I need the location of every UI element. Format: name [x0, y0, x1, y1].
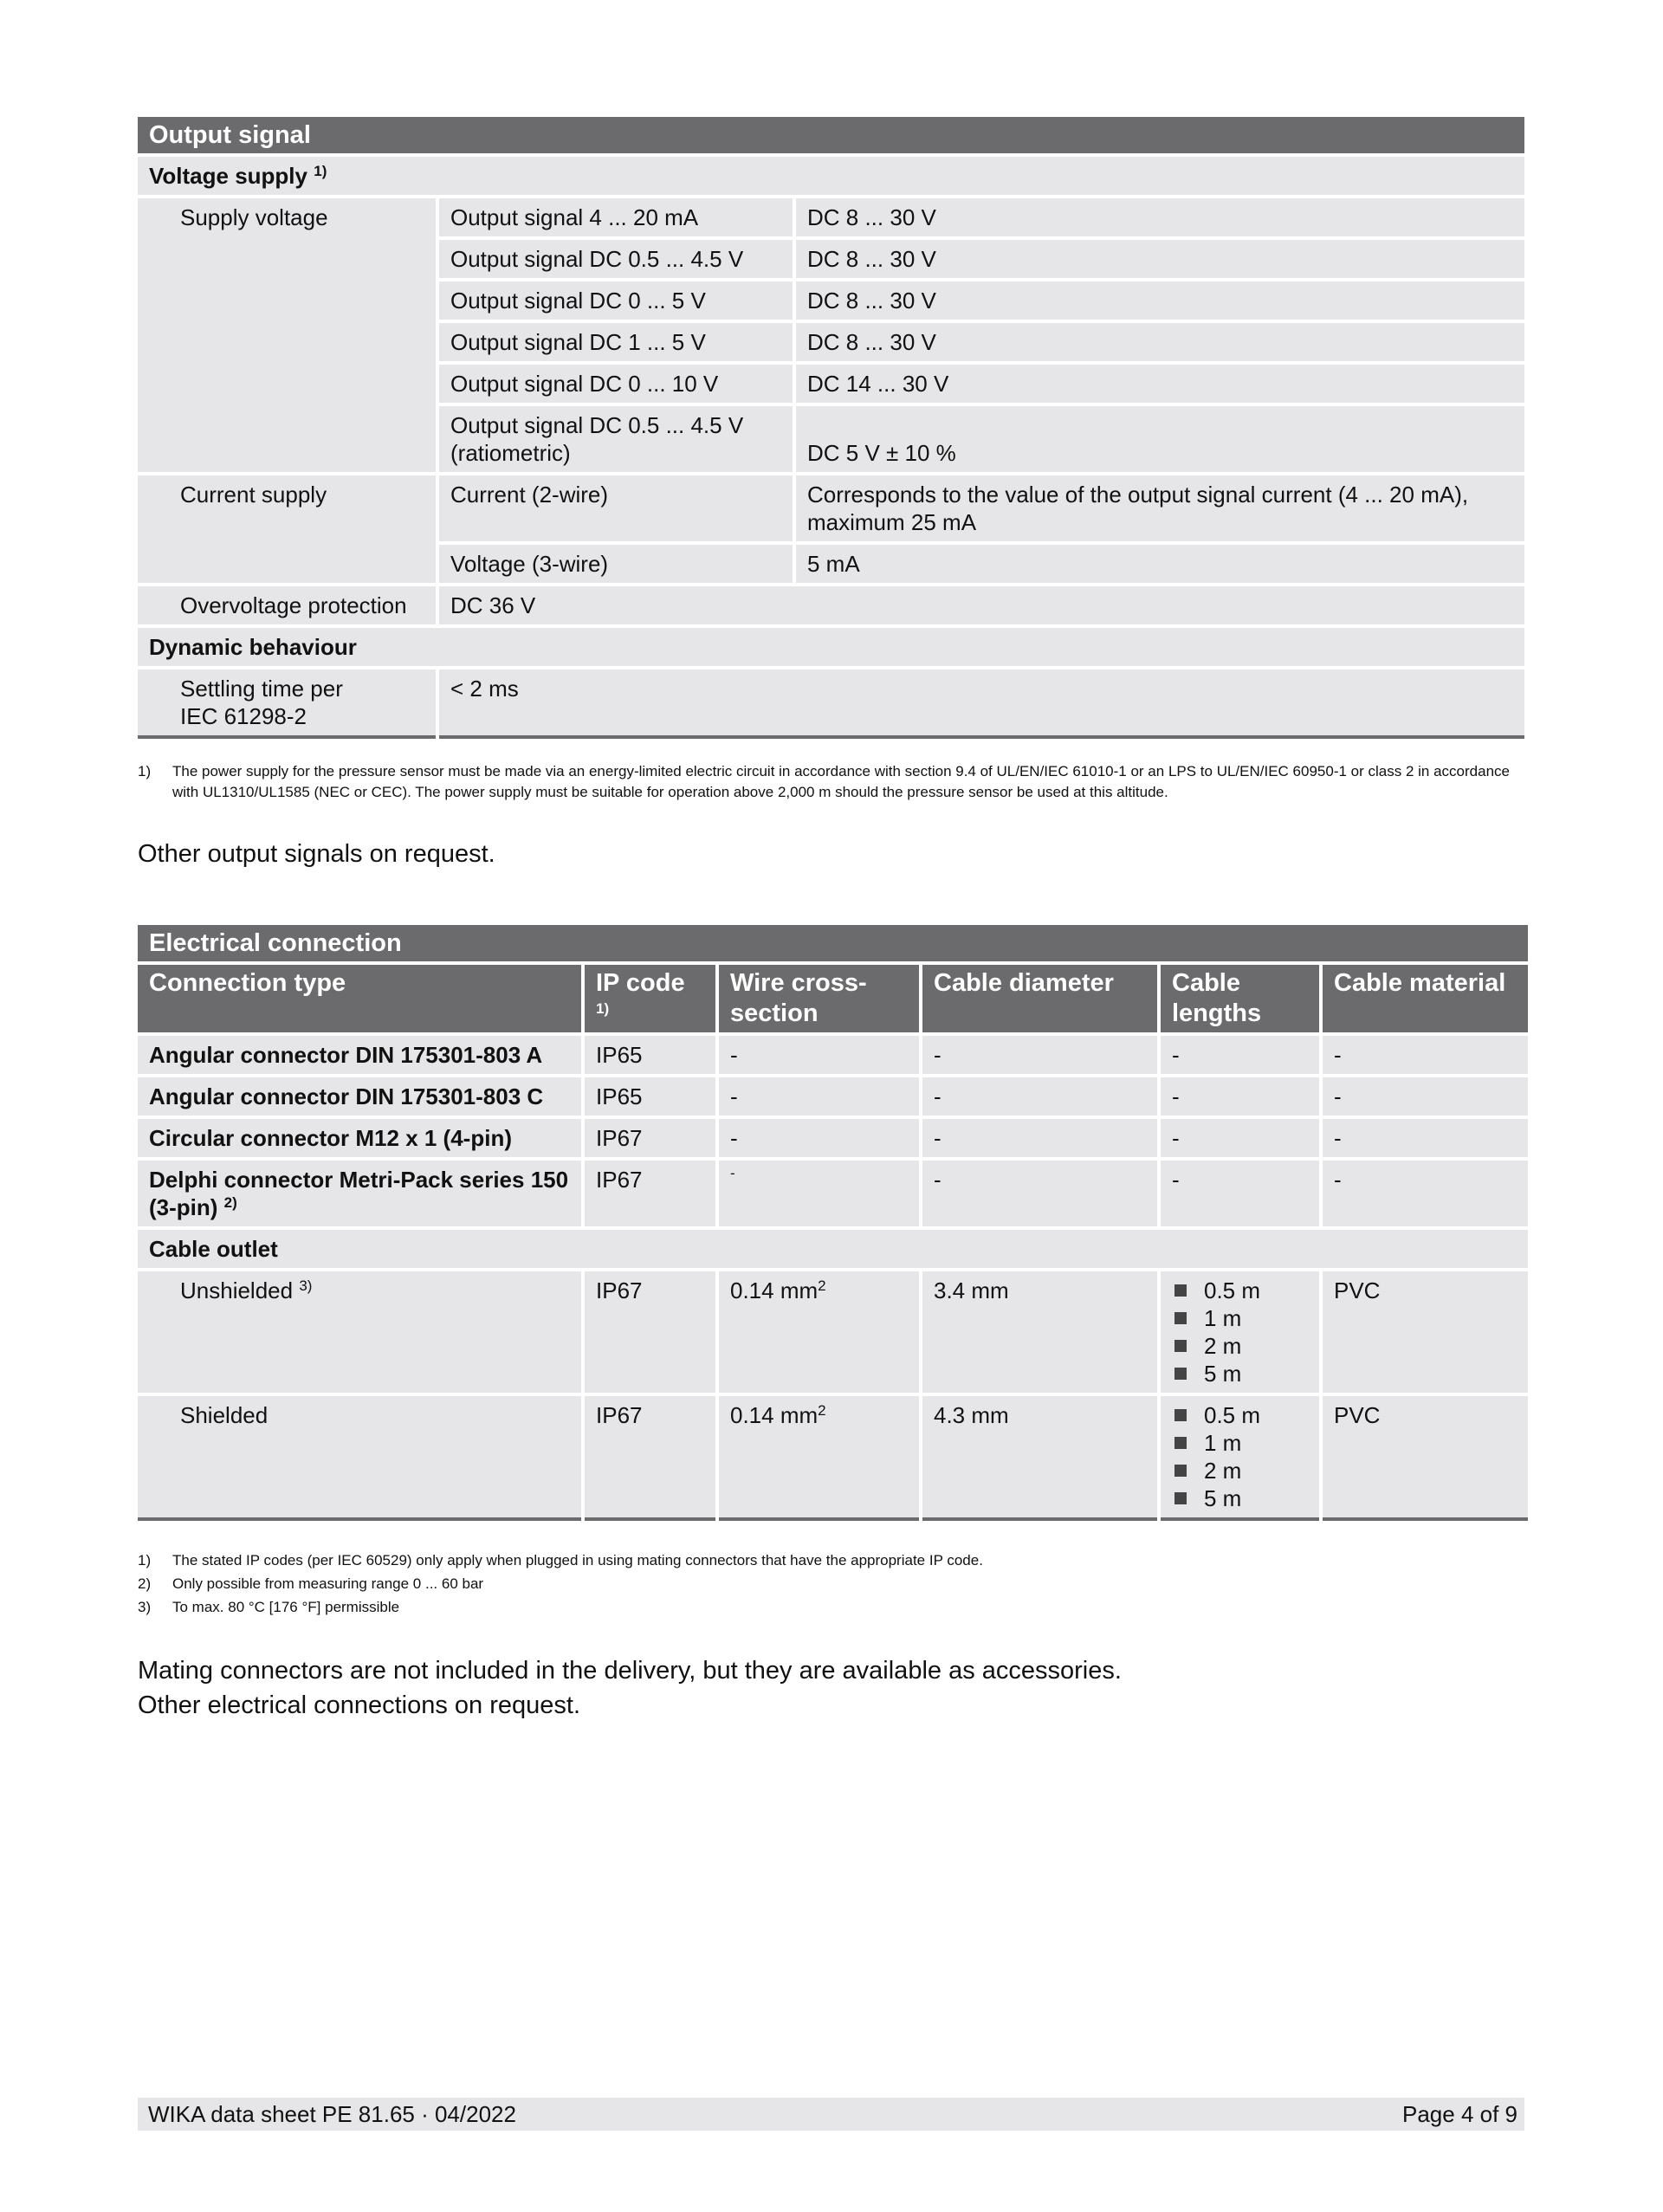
signal-cell: Current (2-wire) [439, 475, 793, 541]
output-signal-title: Output signal [138, 117, 1524, 153]
output-signal-table [134, 113, 1528, 742]
col-ip-code: IP code $^{1)}$ [585, 965, 715, 1032]
dynamic-behaviour-heading: Dynamic behaviour [138, 628, 1524, 666]
ip-cell: IP67 [585, 1271, 715, 1393]
diameter-cell: 4.3 mm [922, 1396, 1157, 1521]
overvoltage-value: DC 36 V [439, 586, 1524, 624]
current-supply-label: Current supply [138, 475, 436, 583]
unshielded-label: Unshielded $^{3)}$ [138, 1271, 581, 1393]
footer-datasheet-ref: WIKA data sheet PE 81.65 · 04/2022 [148, 2101, 516, 2127]
col-connection-type: Connection type [138, 965, 581, 1032]
lengths-cell: - [1161, 1119, 1319, 1157]
signal-cell: Output signal DC 0.5 ... 4.5 V [439, 240, 793, 278]
material-cell: - [1323, 1036, 1528, 1074]
footnote: 2) Only possible from measuring range 0 ... 60 bar [138, 1575, 484, 1592]
table-row [138, 1036, 1528, 1074]
lengths-cell [1161, 1396, 1319, 1521]
ip-cell: IP65 [585, 1077, 715, 1116]
connection-type-cell: Angular connector DIN 175301-803 A [138, 1036, 581, 1074]
value-cell: DC 14 ... 30 V [796, 365, 1524, 403]
col-wire-cross-section: Wire cross- section [719, 965, 919, 1032]
lengths-list [1173, 1401, 1309, 1512]
ip-cell: IP65 [585, 1036, 715, 1074]
wire-cell: 0.14 $mm^2$ [719, 1271, 919, 1393]
signal-cell: Output signal 4 ... 20 mA [439, 198, 793, 236]
footnote: 3) To max. 80 °C [176 °F] permissible [138, 1599, 400, 1615]
list-item: 5 m [1173, 1360, 1309, 1387]
signal-cell: Output signal DC 0 ... 5 V [439, 281, 793, 320]
table-row [138, 1077, 1528, 1116]
footer-page-number: Page 4 of 9 [1402, 2101, 1517, 2127]
lengths-cell: - [1161, 1036, 1319, 1074]
wire-cell: 0.14 $mm^2$ [719, 1396, 919, 1521]
connection-type-cell: Angular connector DIN 175301-803 C [138, 1077, 581, 1116]
list-item: 2 m [1173, 1332, 1309, 1360]
page-footer [138, 2098, 1524, 2131]
lengths-cell [1161, 1271, 1319, 1393]
col-cable-lengths: Cable lengths [1161, 965, 1319, 1032]
material-cell: - [1323, 1161, 1528, 1226]
other-output-signals-note: Other output signals on request. [138, 840, 495, 868]
list-item: 2 m [1173, 1457, 1309, 1484]
list-item: 5 m [1173, 1484, 1309, 1512]
lengths-cell: - [1161, 1077, 1319, 1116]
value-cell: 5 mA [796, 545, 1524, 583]
signal-cell: Output signal DC 1 ... 5 V [439, 323, 793, 361]
value-cell: DC 8 ... 30 V [796, 281, 1524, 320]
diameter-cell: 3.4 mm [922, 1271, 1157, 1393]
shielded-label: Shielded [138, 1396, 581, 1521]
diameter-cell: - [922, 1119, 1157, 1157]
settling-time-label: Settling time per IEC 61298-2 [138, 669, 436, 739]
wire-cell: - [719, 1119, 919, 1157]
value-cell: Corresponds to the value of the output signal current (4 ... 20 mA), maximum 25 mA [796, 475, 1524, 541]
material-cell: - [1323, 1077, 1528, 1116]
material-cell: PVC [1323, 1271, 1528, 1393]
diameter-cell: - [922, 1161, 1157, 1226]
cable-outlet-heading: Cable outlet [138, 1230, 1528, 1268]
ip-cell: IP67 [585, 1119, 715, 1157]
wire-cell: - [719, 1077, 919, 1116]
table-row [138, 1119, 1528, 1157]
signal-cell: Voltage (3-wire) [439, 545, 793, 583]
ip-cell: IP67 [585, 1396, 715, 1521]
material-cell: PVC [1323, 1396, 1528, 1521]
diameter-cell: - [922, 1077, 1157, 1116]
electrical-connection-table [134, 922, 1531, 1524]
wire-cell: - [719, 1161, 919, 1226]
list-item: 1 m [1173, 1429, 1309, 1457]
ip-cell: IP67 [585, 1161, 715, 1226]
footnote: 1) The stated IP codes (per IEC 60529) only apply when plugged in using mating connectors that have the appropriate IP code. [138, 1552, 983, 1568]
value-cell: DC 5 V ± 10 % [796, 406, 1524, 472]
lengths-list [1173, 1277, 1309, 1387]
list-item: 0.5 m [1173, 1401, 1309, 1429]
voltage-supply-heading: Voltage supply $^{1)}$ [138, 157, 1524, 195]
material-cell: - [1323, 1119, 1528, 1157]
connection-type-cell: Circular connector M12 x 1 (4-pin) [138, 1119, 581, 1157]
table-row [138, 1161, 1528, 1226]
settling-time-value: < 2 ms [439, 669, 1524, 739]
value-cell: DC 8 ... 30 V [796, 240, 1524, 278]
value-cell: DC 8 ... 30 V [796, 198, 1524, 236]
col-cable-diameter: Cable diameter [922, 965, 1157, 1032]
list-item: 1 m [1173, 1304, 1309, 1332]
list-item: 0.5 m [1173, 1277, 1309, 1304]
output-signal-footnotes [138, 761, 1521, 803]
electrical-footnotes [138, 1549, 1521, 1619]
page-content [138, 117, 1521, 1723]
signal-cell: Output signal DC 0 ... 10 V [439, 365, 793, 403]
lengths-cell: - [1161, 1161, 1319, 1226]
diameter-cell: - [922, 1036, 1157, 1074]
table-row [138, 1396, 1528, 1521]
mating-connectors-note: Mating connectors are not included in the delivery, but they are available as accessories. Other electrical connections on request. [138, 1657, 1122, 1719]
footnote: 1) The power supply for the pressure sensor must be made via an energy-limited electric circuit in accordance with section 9.4 of UL/EN/IEC 61010-1 or an LPS to UL/EN/IEC 60950-1 or class 2 in accordance with UL1310/UL1585 (NEC or CEC). The power supply must be suitable for operation above 2,000 m should the pressure sensor be used at this altitude. [138, 763, 1510, 800]
connection-type-cell: Delphi connector Metri-Pack series 150 (3-pin) $^{2)}$ [138, 1161, 581, 1226]
overvoltage-label: Overvoltage protection [138, 586, 436, 624]
col-cable-material: Cable material [1323, 965, 1528, 1032]
supply-voltage-label: Supply voltage [138, 198, 436, 472]
table-row [138, 1271, 1528, 1393]
wire-cell: - [719, 1036, 919, 1074]
value-cell: DC 8 ... 30 V [796, 323, 1524, 361]
electrical-connection-title: Electrical connection [138, 925, 1528, 961]
signal-cell: Output signal DC 0.5 ... 4.5 V (ratiometric) [439, 406, 793, 472]
